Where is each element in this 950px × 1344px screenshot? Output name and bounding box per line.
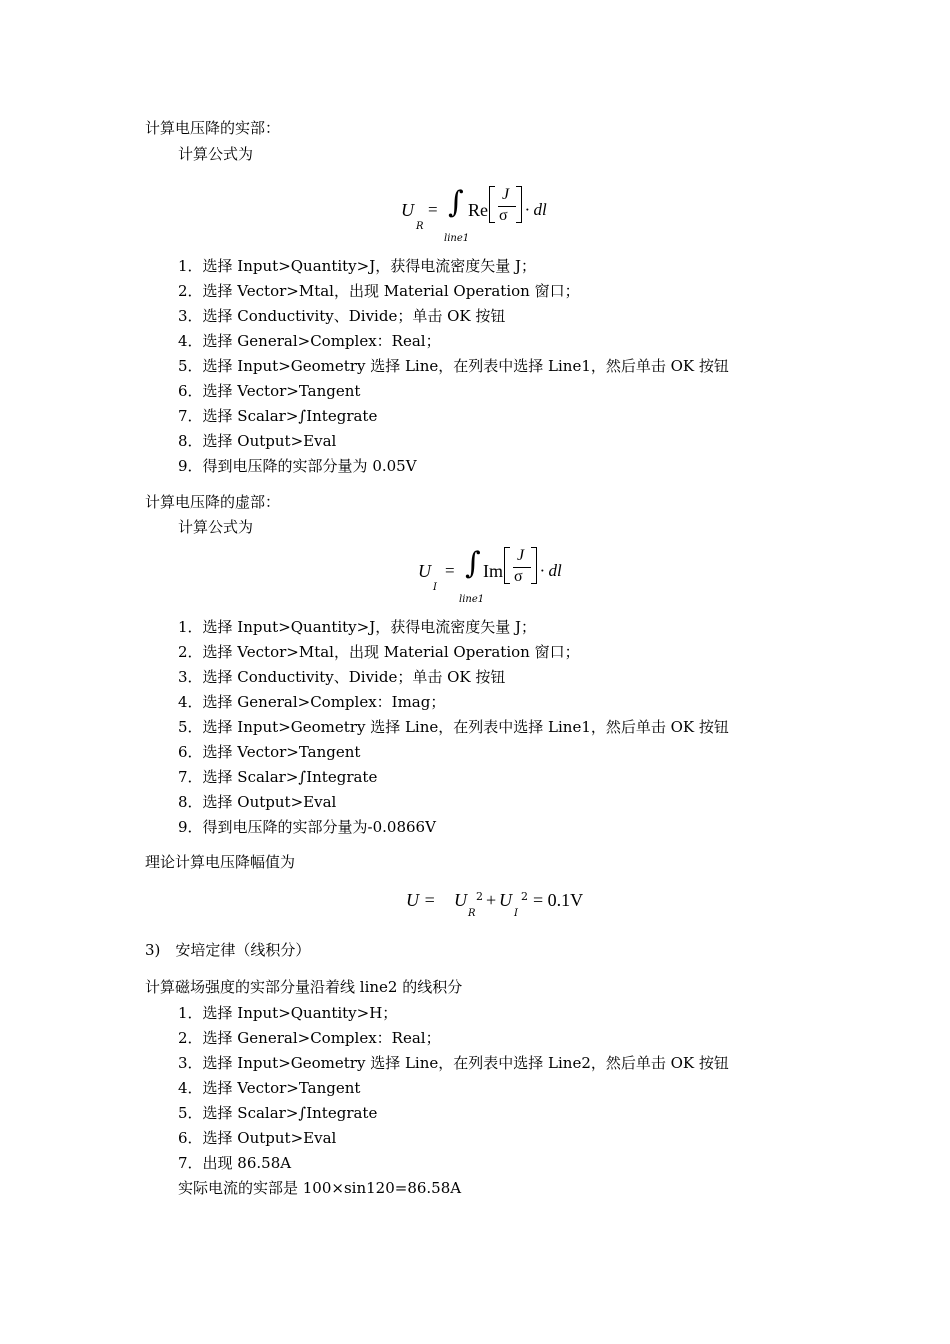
list-item: 6．选择 Vector>Tangent — [178, 743, 361, 761]
list-item: 8．选择 Output>Eval — [178, 793, 337, 811]
formula-result: = 0.1V — [533, 890, 584, 910]
formula-u1: U — [454, 890, 467, 910]
formula-u2-sup: 2 — [521, 890, 528, 903]
list-item: 2．选择 General>Complex：Real； — [178, 1029, 441, 1047]
list-item: 7．选择 Scalar>∫Integrate — [178, 768, 378, 786]
formula-imag — [415, 546, 575, 606]
integral-sign: ∫ — [465, 546, 481, 581]
formula-u2: U — [499, 890, 512, 910]
formula-u2-sub: I — [514, 908, 518, 919]
formula-limit: line1 — [444, 233, 470, 244]
note-text: 实际电流的实部是 100×sin120=86.58A — [178, 1179, 462, 1197]
formula-eq: = — [428, 200, 438, 219]
right-bracket — [516, 186, 522, 223]
formula-op: Re — [468, 200, 488, 220]
heading-imag: 计算电压降的虚部： — [145, 493, 281, 511]
formula-tail: · dl — [525, 200, 547, 219]
formula-den: σ — [514, 568, 523, 585]
heading-line-integral: 计算磁场强度的实部分量沿着线 line2 的线积分 — [145, 978, 463, 996]
list-item: 9．得到电压降的实部分量为 0.05V — [178, 457, 417, 475]
heading-magnitude: 理论计算电压降幅值为 — [145, 853, 296, 871]
list-item: 3．选择 Conductivity、Divide；单击 OK 按钮 — [178, 668, 506, 686]
formula-u1-sup: 2 — [476, 890, 483, 903]
list-item: 5．选择 Scalar>∫Integrate — [178, 1104, 378, 1122]
formula-u1-sub: R — [468, 908, 476, 919]
list-item: 6．选择 Output>Eval — [178, 1129, 337, 1147]
formula-plus: + — [486, 890, 497, 910]
formula-lhs: U = — [406, 890, 436, 910]
formula-tail: · dl — [540, 561, 562, 580]
list-item: 1．选择 Input>Quantity>J，获得电流密度矢量 J； — [178, 618, 537, 636]
list-item: 3．选择 Conductivity、Divide；单击 OK 按钮 — [178, 307, 506, 325]
formula-real — [398, 185, 558, 245]
heading-real: 计算电压降的实部： — [145, 119, 281, 137]
formula-num: J — [517, 547, 525, 564]
list-item: 8．选择 Output>Eval — [178, 432, 337, 450]
formula-lhs: U — [418, 561, 431, 581]
formula-intro-imag: 计算公式为 — [178, 518, 254, 536]
formula-op: Im — [483, 561, 503, 581]
formula-eq: = — [445, 561, 455, 580]
list-item: 1．选择 Input>Quantity>H； — [178, 1004, 398, 1022]
formula-lhs-sub: R — [416, 221, 424, 232]
list-item: 3．选择 Input>Geometry 选择 Line，在列表中选择 Line2，然后单击 OK 按钮 — [178, 1054, 729, 1072]
formula-magnitude — [404, 886, 594, 922]
left-bracket — [489, 186, 495, 223]
list-item: 9．得到电压降的实部分量为-0.0866V — [178, 818, 436, 836]
formula-intro-real: 计算公式为 — [178, 145, 254, 163]
list-item: 7．选择 Scalar>∫Integrate — [178, 407, 378, 425]
list-item: 1．选择 Input>Quantity>J，获得电流密度矢量 J； — [178, 257, 537, 275]
formula-den: σ — [499, 207, 508, 224]
integral-sign: ∫ — [448, 185, 464, 220]
section-title: 3) 安培定律（线积分） — [145, 941, 311, 959]
list-item: 4．选择 Vector>Tangent — [178, 1079, 361, 1097]
list-item: 5．选择 Input>Geometry 选择 Line，在列表中选择 Line1，然后单击 OK 按钮 — [178, 357, 729, 375]
left-bracket — [504, 547, 510, 584]
list-item: 2．选择 Vector>Mtal，出现 Material Operation 窗口； — [178, 282, 580, 300]
list-item: 5．选择 Input>Geometry 选择 Line，在列表中选择 Line1，然后单击 OK 按钮 — [178, 718, 729, 736]
list-item: 4．选择 General>Complex：Real； — [178, 332, 441, 350]
list-item: 4．选择 General>Complex：Imag； — [178, 693, 446, 711]
formula-lhs: U — [401, 200, 414, 220]
formula-lhs-sub: I — [433, 582, 437, 593]
list-item: 6．选择 Vector>Tangent — [178, 382, 361, 400]
formula-num: J — [502, 186, 510, 203]
right-bracket — [531, 547, 537, 584]
list-item: 7．出现 86.58A — [178, 1154, 292, 1172]
formula-limit: line1 — [459, 594, 485, 605]
list-item: 2．选择 Vector>Mtal，出现 Material Operation 窗口； — [178, 643, 580, 661]
